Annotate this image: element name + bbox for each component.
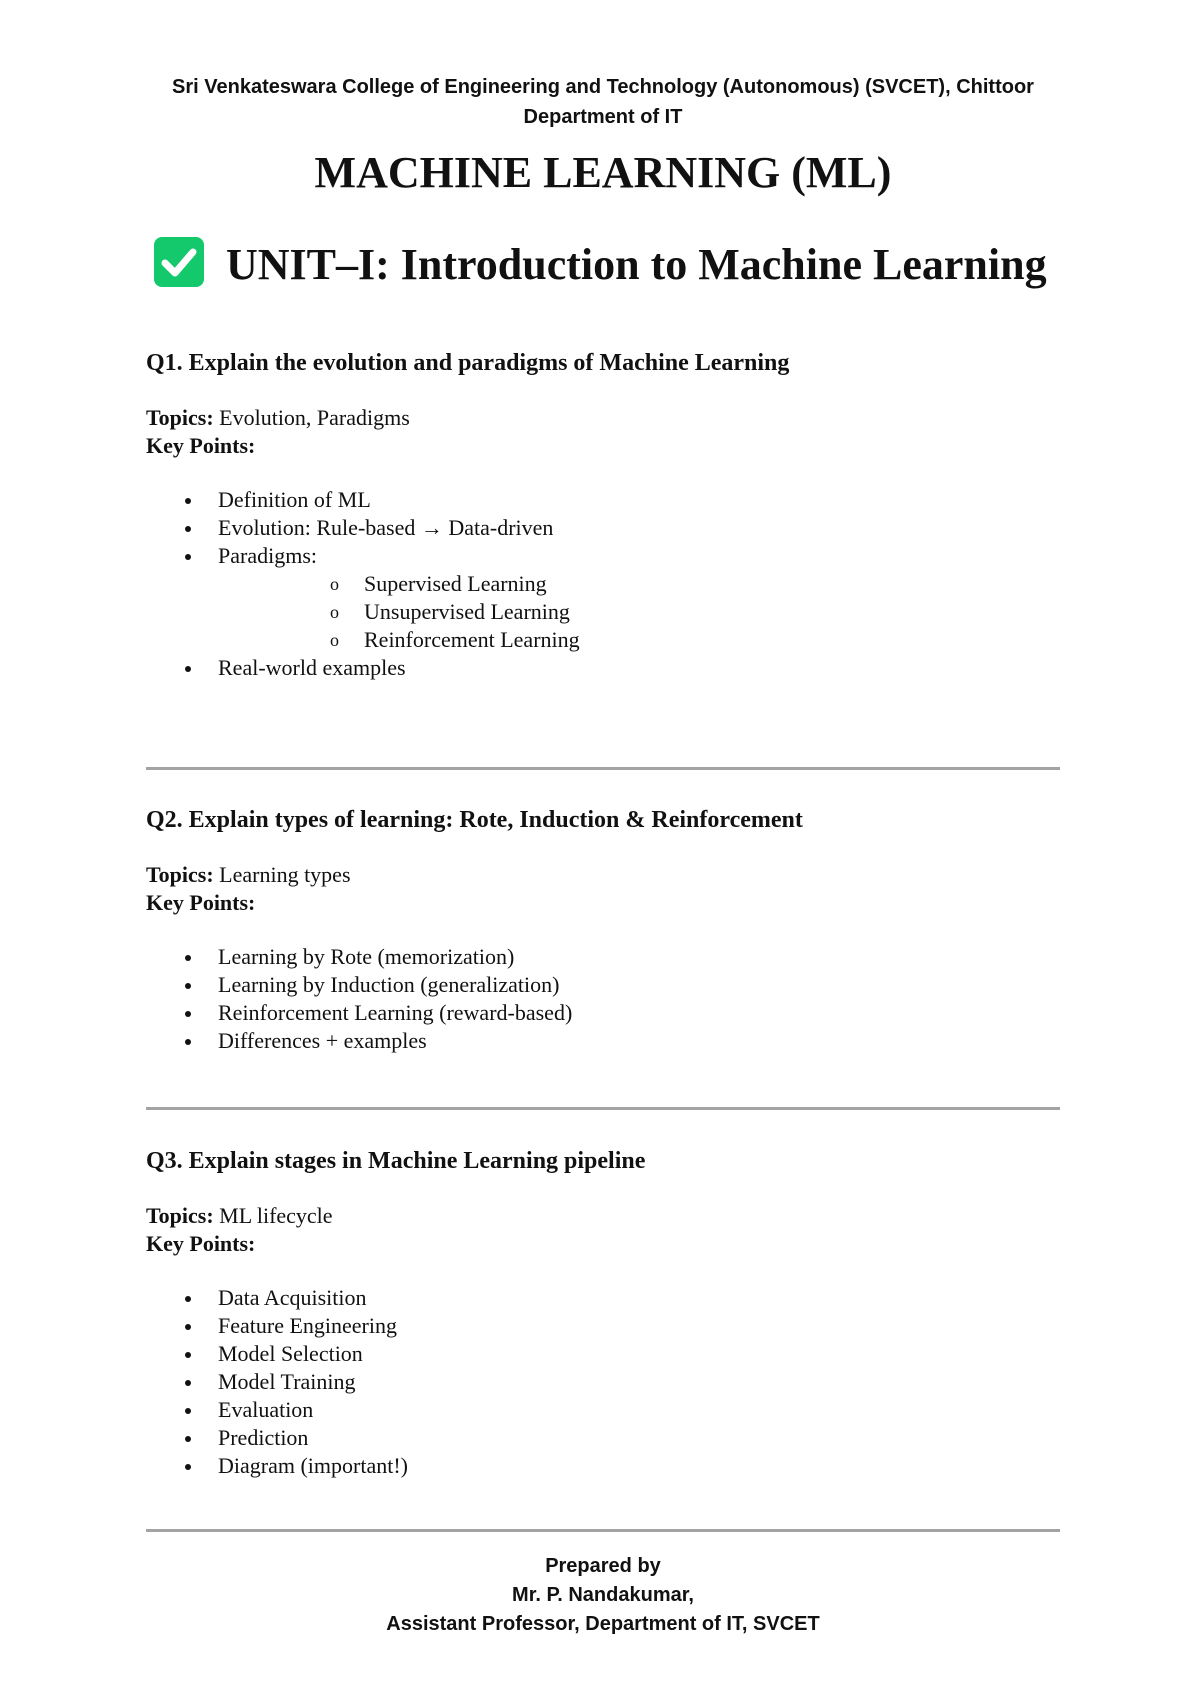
- question-2: [146, 805, 1060, 1055]
- list-item: Paradigms: o Supervised Learning o Unsupervised Learning o Reinforcement Learning: [146, 542, 1060, 654]
- list-item: Evolution: Rule-based → Data-driven: [146, 514, 1060, 542]
- sub-list-item: o Reinforcement Learning: [218, 626, 1060, 654]
- topics-label: Topics:: [146, 405, 214, 430]
- college-header: [146, 72, 1060, 132]
- topics-line: [146, 404, 1060, 432]
- topics-line: [146, 861, 1060, 889]
- topics-label: Topics:: [146, 1203, 214, 1228]
- sub-points-list: [218, 570, 1060, 654]
- section-divider: [146, 1107, 1060, 1110]
- topics-value: Learning types: [219, 862, 351, 887]
- list-item: Differences + examples: [146, 1027, 1060, 1055]
- key-points-label: Key Points:: [146, 890, 256, 915]
- list-item: Real-world examples: [146, 654, 1060, 682]
- list-item: Evaluation: [146, 1396, 1060, 1424]
- department-name: Department of IT: [523, 106, 683, 128]
- question-title: Q2. Explain types of learning: Rote, Induction & Reinforcement: [146, 807, 803, 833]
- list-item: Diagram (important!): [146, 1452, 1060, 1480]
- unit-title: [146, 236, 1060, 294]
- key-points-list: [146, 486, 1060, 682]
- document-title: MACHINE LEARNING (ML): [314, 148, 892, 197]
- list-item: Model Training: [146, 1368, 1060, 1396]
- topics-value: ML lifecycle: [219, 1203, 333, 1228]
- author-designation: Assistant Professor, Department of IT, SVCET: [386, 1613, 820, 1635]
- sub-list-item: o Supervised Learning: [218, 570, 1060, 598]
- college-name: Sri Venkateswara College of Engineering and Technology (Autonomous) (SVCET), Chittoor: [172, 76, 1034, 98]
- question-3: [146, 1146, 1060, 1480]
- list-item: Learning by Induction (generalization): [146, 971, 1060, 999]
- topics-label: Topics:: [146, 862, 214, 887]
- question-title: Q1. Explain the evolution and paradigms of Machine Learning: [146, 350, 790, 376]
- list-item: Data Acquisition: [146, 1284, 1060, 1312]
- prepared-by-label: Prepared by: [545, 1555, 661, 1577]
- list-item: Learning by Rote (memorization): [146, 943, 1060, 971]
- list-item: Definition of ML: [146, 486, 1060, 514]
- question-1: [146, 348, 1060, 682]
- prepared-by-footer: [146, 1552, 1060, 1639]
- sub-list-item: o Unsupervised Learning: [218, 598, 1060, 626]
- key-points-label: Key Points:: [146, 1231, 256, 1256]
- list-item: Feature Engineering: [146, 1312, 1060, 1340]
- list-item: Prediction: [146, 1424, 1060, 1452]
- key-points-list: [146, 943, 1060, 1055]
- check-mark-button-icon: [154, 237, 204, 287]
- list-item: Reinforcement Learning (reward-based): [146, 999, 1060, 1027]
- section-divider: [146, 1529, 1060, 1532]
- section-divider: [146, 767, 1060, 770]
- key-points-label: Key Points:: [146, 433, 256, 458]
- key-points-list: [146, 1284, 1060, 1480]
- unit-title-text: UNIT–I: Introduction to Machine Learning: [226, 240, 1047, 289]
- author-name: Mr. P. Nandakumar,: [512, 1584, 694, 1606]
- topics-value: Evolution, Paradigms: [219, 405, 410, 430]
- question-title: Q3. Explain stages in Machine Learning pipeline: [146, 1148, 646, 1174]
- list-item: Model Selection: [146, 1340, 1060, 1368]
- topics-line: [146, 1202, 1060, 1230]
